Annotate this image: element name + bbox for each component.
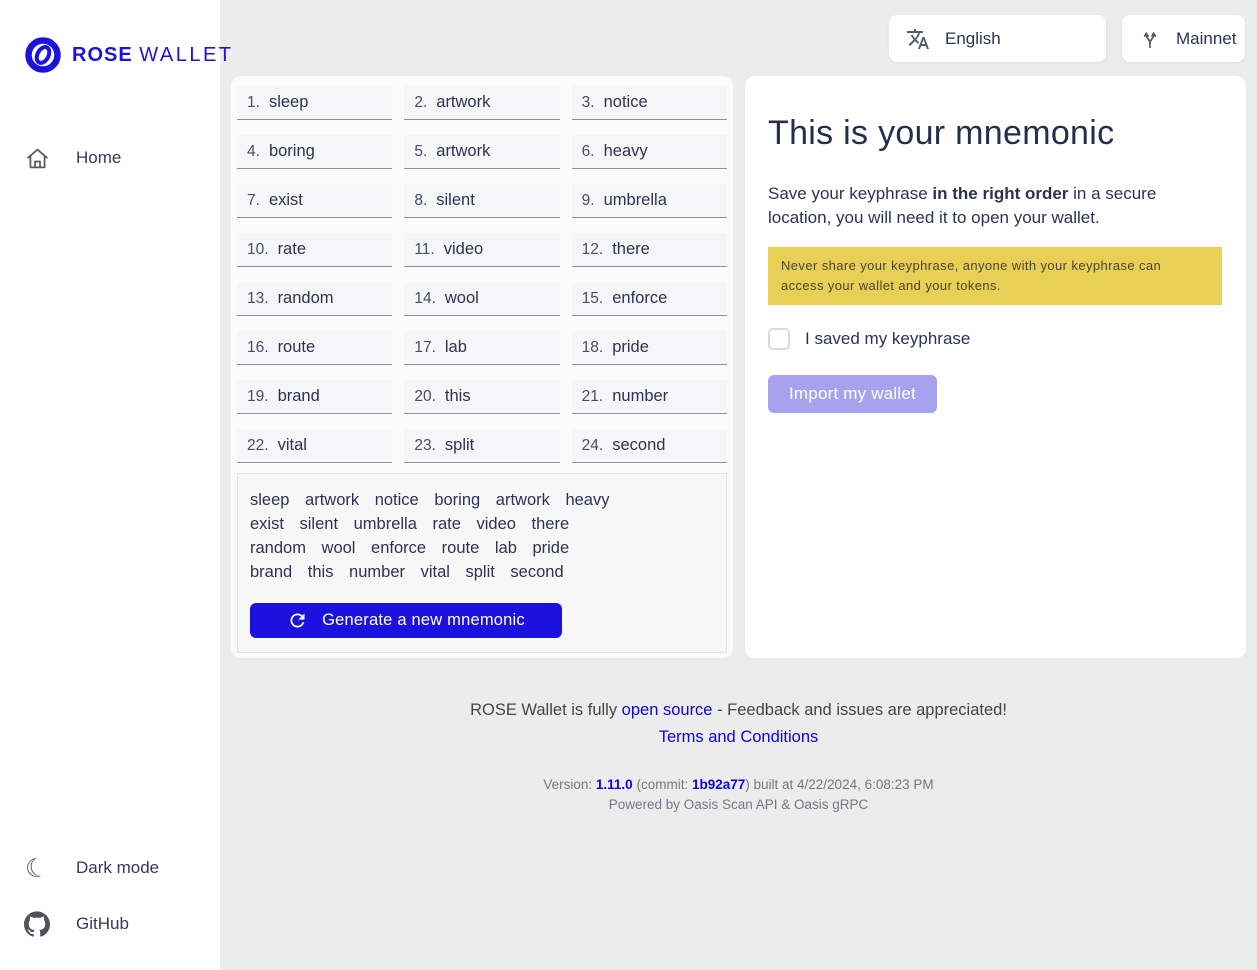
main-area [220,0,1257,970]
word-number: 22. [247,436,269,454]
word-number: 12. [581,240,604,258]
keyphrase-warning-text: Never share your keyphrase, anyone with your keyphrase can access your wallet and your tokens. [781,258,1162,293]
word-number: 9. [581,191,595,209]
translate-icon [906,27,930,51]
mnemonic-word-field [572,86,727,120]
mnemonic-word-field [237,135,392,169]
mnemonic-word-field [237,380,392,414]
mnemonic-word-field [237,282,392,316]
word-number: 20. [414,387,436,405]
import-wallet-button[interactable]: Import my wallet [768,375,937,413]
saved-keyphrase-checkbox[interactable] [768,328,790,350]
mnemonic-word-field [572,135,727,169]
word-number: 19. [247,387,269,405]
word-number: 8. [414,191,428,209]
mnemonic-paragraph [250,488,714,584]
powered-by-line: Powered by Oasis Scan API & Oasis gRPC [608,797,869,813]
mnemonic-word-field [404,233,559,267]
footer [220,701,1257,816]
word-text: vital [277,436,307,454]
word-number: 5. [414,142,428,160]
version-info [220,775,1257,816]
mnemonic-word-field [404,429,559,463]
page-title: This is your mnemonic [768,114,1115,152]
topbar [220,0,1257,62]
word-text: silent [436,191,475,209]
rose-wallet-logo-icon [24,36,62,74]
word-text: enforce [612,289,668,307]
word-text: notice [603,93,648,111]
word-number: 6. [581,142,595,160]
network-fork-icon [1139,28,1161,50]
word-number: 21. [581,387,604,405]
github-icon [24,911,50,937]
mnemonic-word-field [237,233,392,267]
sidebar-item-label: Home [76,148,122,167]
home-icon [24,145,50,171]
footer-tagline: ROSE Wallet is fully open source - Feedback and issues are appreciated! [470,701,1007,719]
sidebar-bottom-nav [0,840,220,970]
word-text: exist [268,191,303,209]
mnemonic-word-field [404,184,559,218]
mnemonic-word-field [404,86,559,120]
word-text: lab [444,338,467,356]
app-logo[interactable] [0,0,234,74]
mnemonic-line: exist silent umbrella rate video there [250,515,570,533]
moon-icon: ☾ [22,850,52,886]
word-number: 18. [581,338,604,356]
word-number: 14. [414,289,436,307]
mnemonic-line: sleep artwork notice boring artwork heavy [250,491,610,509]
generate-mnemonic-label: Generate a new mnemonic [322,611,525,629]
saved-keyphrase-label: I saved my keyphrase [805,328,971,348]
mnemonic-word-field [572,282,727,316]
mnemonic-grid [237,86,727,463]
word-text: video [443,240,484,258]
language-select-value: English [945,28,1001,48]
app-title: ROSE WALLET [72,43,234,66]
mnemonic-word-field [237,429,392,463]
word-text: sleep [268,93,309,111]
word-number: 10. [247,240,269,258]
mnemonic-word-field [404,135,559,169]
language-select[interactable] [889,15,1106,62]
word-text: wool [444,289,479,307]
word-text: rate [277,240,306,258]
word-number: 3. [581,93,595,111]
mnemonic-word-field [572,429,727,463]
word-number: 16. [247,338,269,356]
mnemonic-line: brand this number vital split second [250,563,564,581]
mnemonic-word-field [237,86,392,120]
mnemonic-word-field [572,184,727,218]
word-text: this [444,387,471,405]
sidebar-item-dark-mode[interactable] [0,840,220,896]
word-number: 11. [414,240,435,258]
word-text: split [444,436,475,454]
mnemonic-word-field [404,380,559,414]
sidebar-nav [0,130,220,186]
right-order-emphasis: in the right order [932,184,1069,203]
instructions-card [745,76,1246,658]
word-text: artwork [436,142,491,160]
word-number: 24. [581,436,604,454]
mnemonic-word-field [237,184,392,218]
version-link[interactable]: 1.11.0 [595,777,633,792]
word-text: umbrella [603,191,667,209]
sidebar-item-github[interactable] [0,896,220,952]
word-text: there [612,240,650,258]
network-select[interactable] [1122,15,1245,62]
word-text: second [612,436,666,454]
word-text: heavy [603,142,648,160]
word-text: pride [612,338,649,356]
word-number: 4. [247,142,260,160]
word-number: 1. [247,93,260,111]
word-number: 15. [581,289,604,307]
saved-keyphrase-checkbox-row[interactable] [768,328,1223,350]
word-text: brand [277,387,320,405]
sidebar-item-home[interactable] [0,130,220,186]
word-text: random [277,289,334,307]
open-source-link[interactable]: open source [621,701,713,719]
mnemonic-line: random wool enforce route lab pride [250,539,570,557]
keyphrase-warning-banner [768,247,1222,305]
sidebar-item-label: GitHub [76,914,129,933]
word-text: boring [268,142,315,160]
generate-mnemonic-button[interactable] [250,603,562,638]
network-select-value: Mainnet [1176,28,1237,48]
word-number: 2. [414,93,428,111]
mnemonic-card [231,76,733,658]
mnemonic-word-field [572,380,727,414]
sidebar [0,0,234,970]
word-text: number [612,387,669,405]
word-text: route [277,338,316,356]
mnemonic-word-field [404,331,559,365]
content [220,62,1257,658]
mnemonic-word-field [237,331,392,365]
mnemonic-word-field [404,282,559,316]
mnemonic-phrase-box [237,473,727,653]
save-keyphrase-text: Save your keyphrase in the right order in a secure location, you will need it to open your wallet. [768,184,1157,227]
mnemonic-word-field [572,331,727,365]
terms-and-conditions-link[interactable]: Terms and Conditions [658,728,819,746]
word-text: artwork [436,93,491,111]
word-number: 17. [414,338,436,356]
mnemonic-word-field [572,233,727,267]
word-number: 23. [414,436,436,454]
version-line: Version: 1.11.0 (commit: 1b92a77) built at 4/22/2024, 6:08:23 PM [543,777,934,792]
word-number: 13. [247,289,269,307]
refresh-icon [287,610,308,631]
footer-terms [220,728,1257,747]
word-number: 7. [247,191,260,209]
sidebar-item-label: Dark mode [76,858,160,877]
commit-link[interactable]: 1b92a77 [691,777,746,792]
